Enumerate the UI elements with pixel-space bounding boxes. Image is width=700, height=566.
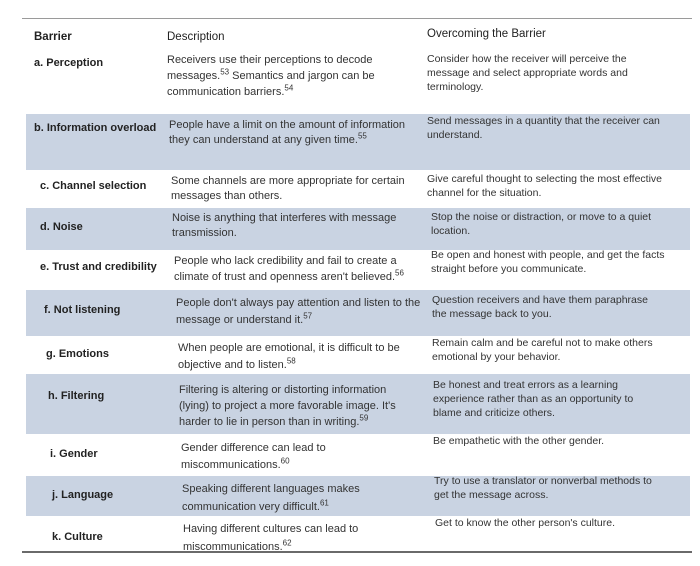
table-header-row — [26, 22, 690, 52]
barrier-description: When people are emotional, it is difficult to be objective and to listen.$^{58}$ — [178, 342, 400, 371]
table-bottom-rule — [22, 551, 692, 553]
table-row-not-listening — [26, 290, 690, 336]
table-row-noise — [26, 208, 690, 250]
overcoming-text: Consider how the receiver will perceive the message and select appropriate words and terminology. — [427, 53, 628, 93]
header-description: Description — [167, 31, 225, 43]
barrier-label: g. Emotions — [46, 348, 109, 360]
header-barrier: Barrier — [34, 31, 72, 43]
table-row-emotions — [26, 336, 690, 378]
table-row-information-overload — [26, 114, 690, 170]
barrier-description: Receivers use their perceptions to decode messages.$^{53}$ Semantics and jargon can be communication barriers.$^{54}$ — [167, 54, 375, 98]
table-row-trust-credibility — [26, 248, 690, 286]
barrier-label: c. Channel selection — [40, 180, 147, 192]
barrier-description: People who lack credibility and fail to create a climate of trust and openness aren't believed.$^{56}$ — [174, 255, 404, 283]
overcoming-text: Question receivers and have them paraphrase the message back to you. — [432, 294, 648, 320]
barrier-description: Filtering is altering or distorting information (lying) to project a more favorable image. It's harder to lie in person than in writing.$^{59}$ — [179, 384, 396, 428]
overcoming-text: Stop the noise or distraction, or move to a quiet location. — [431, 211, 652, 237]
table-top-rule — [22, 18, 692, 19]
overcoming-text: Remain calm and be careful not to make others emotional by your behavior. — [432, 337, 653, 363]
barrier-label: j. Language — [52, 489, 114, 501]
barrier-description: People have a limit on the amount of information they can understand at any given time.$^{55}$ — [169, 119, 406, 146]
barrier-label: b. Information overload — [34, 122, 157, 134]
overcoming-text: Give careful thought to selecting the most effective channel for the situation. — [427, 173, 663, 199]
table-row-filtering — [26, 374, 690, 434]
barrier-description: People don't always pay attention and listen to the message or understand it.$^{57}$ — [176, 297, 421, 326]
barrier-description: Speaking different languages makes communication very difficult.$^{61}$ — [182, 483, 360, 513]
barrier-label: i. Gender — [50, 448, 98, 460]
header-overcoming: Overcoming the Barrier — [427, 28, 546, 40]
overcoming-text: Be empathetic with the other gender. — [433, 435, 605, 447]
table-row-perception — [26, 52, 690, 116]
barrier-label: f. Not listening — [44, 304, 121, 316]
barrier-label: e. Trust and credibility — [40, 261, 157, 273]
table-row-language — [26, 476, 690, 516]
barrier-label: h. Filtering — [48, 390, 105, 402]
table-row-culture — [26, 516, 690, 551]
table-row-channel-selection — [26, 170, 690, 208]
barrier-description: Gender difference can lead to miscommunications.$^{60}$ — [181, 442, 326, 471]
overcoming-text: Be open and honest with people, and get the facts straight before you communicate. — [431, 249, 665, 275]
overcoming-text: Get to know the other person's culture. — [435, 517, 616, 529]
overcoming-text: Send messages in a quantity that the receiver can understand. — [427, 115, 660, 141]
barrier-description: Some channels are more appropriate for certain messages than others. — [171, 175, 405, 202]
barrier-label: k. Culture — [52, 531, 103, 543]
table-row-gender — [26, 434, 690, 476]
overcoming-text: Try to use a translator or nonverbal methods to get the message across. — [434, 475, 652, 501]
barrier-label: d. Noise — [40, 221, 83, 233]
overcoming-text: Be honest and treat errors as a learning experience rather than as an opportunity to blame and criticize others. — [433, 379, 634, 419]
barrier-label: a. Perception — [34, 57, 104, 69]
barrier-description: Having different cultures can lead to miscommunications.$^{62}$ — [183, 523, 359, 553]
barrier-description: Noise is anything that interferes with message transmission. — [172, 212, 397, 239]
